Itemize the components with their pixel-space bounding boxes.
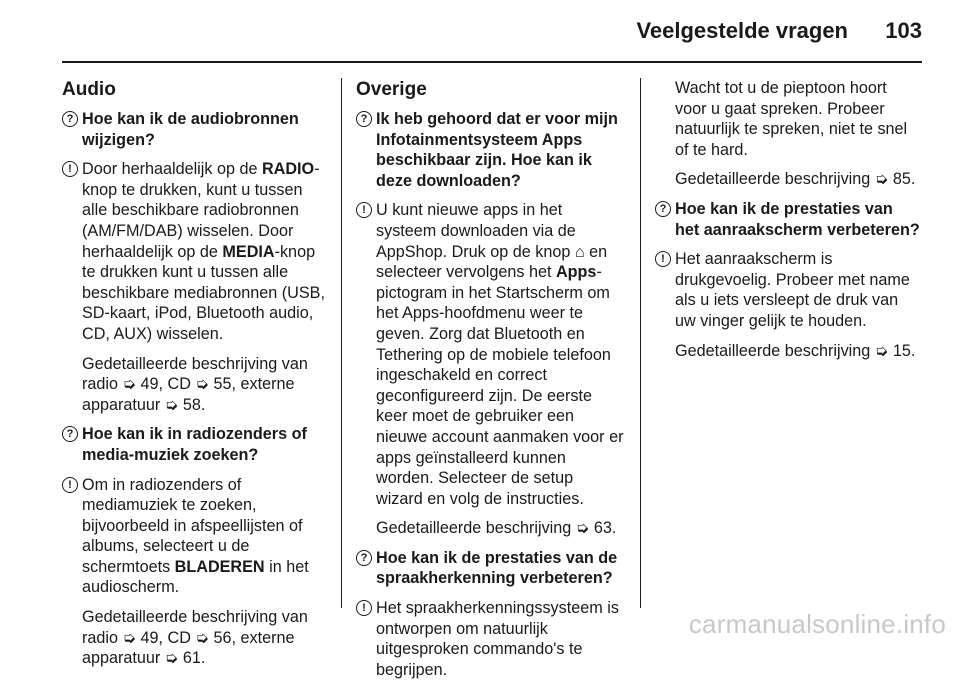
answer-part: Om in radiozenders of mediamuziek te zoeken, bijvoorbeeld in afspeellijsten of albums, selecteert u de schermtoets <box>82 475 303 576</box>
section-title-overige: Overige <box>356 79 427 100</box>
radio-button-label: RADIO <box>261 160 315 179</box>
page-title: Veelgestelde vragen <box>636 18 848 43</box>
detail-reference: Gedetailleerde beschrijving van radio ➭ 49, CD ➭ 56, externe apparatuur ➭ 61. <box>82 608 308 668</box>
question-row <box>62 109 327 150</box>
page-number: 103 <box>885 18 922 43</box>
question-row <box>655 199 921 240</box>
answer-part: -knop te drukken, kunt u tussen alle beschikbare radiobronnen (AM/FM/DAB) wisselen. Door herhaaldelijk op de <box>82 160 320 261</box>
answer-mark-icon: ! <box>655 251 671 267</box>
question-text: Hoe kan ik de audiobronnen wijzigen? <box>82 110 299 149</box>
column-overige <box>356 78 624 689</box>
answer-mark-icon: ! <box>356 202 372 218</box>
header-rule <box>62 61 922 63</box>
watermark: carmanualsonline.info <box>688 609 946 639</box>
detail-reference: Gedetailleerde beschrijving ➭ 63. <box>376 519 617 538</box>
question-mark-icon: ? <box>356 550 372 566</box>
question-mark-icon: ? <box>655 201 671 217</box>
question-text: Ik heb gehoord dat er voor mijn Infotainmentsysteem Apps beschikbaar zijn. Hoe kan ik deze downloaden? <box>376 110 618 190</box>
answer-text <box>82 476 309 597</box>
column-divider <box>640 78 641 608</box>
answer-continuation: Wacht tot u de pieptoon hoort voor u gaat spreken. Probeer natuurlijk te spreken, niet te snel of te hard. <box>675 79 908 159</box>
question-text: Hoe kan ik in radiozenders of media-muziek zoeken? <box>82 425 307 464</box>
section-title-audio: Audio <box>62 79 116 100</box>
answer-part: -knop te drukken kunt u tussen alle beschikbare mediabronnen (USB, SD-kaart, iPod, Bluetooth audio, CD, AUX) wisselen. <box>82 242 325 343</box>
answer-part: Door herhaaldelijk op de <box>82 160 262 179</box>
answer-mark-icon: ! <box>62 477 78 493</box>
bladeren-button-label: BLADEREN <box>174 557 265 576</box>
answer-row <box>62 159 327 344</box>
apps-label: Apps <box>555 263 597 282</box>
answer-text: Het spraakherkenningssysteem is ontworpen om natuurlijk uitgesproken commando's te begrijpen. <box>376 599 619 679</box>
answer-row <box>356 200 624 509</box>
answer-part: U kunt nieuwe apps in het systeem downloaden via de AppShop. Druk op de knop ⌂ en selecteer vervolgens het <box>376 201 608 282</box>
question-row <box>62 424 327 465</box>
question-mark-icon: ? <box>356 111 372 127</box>
detail-reference: Gedetailleerde beschrijving ➭ 85. <box>675 170 916 189</box>
column-divider <box>341 78 342 608</box>
media-button-label: MEDIA <box>222 242 275 261</box>
answer-row <box>655 249 921 331</box>
question-mark-icon: ? <box>62 426 78 442</box>
answer-row <box>62 475 327 599</box>
answer-text <box>376 201 623 507</box>
question-row <box>356 109 624 191</box>
question-mark-icon: ? <box>62 111 78 127</box>
answer-part: -pictogram in het Startscherm om het Apps-hoofdmenu weer te geven. Zorg dat Bluetooth en Tethering op de mobiele telefoon ingeschakeld en correct geconfigureerd zijn. De eerste keer moet de gebruiker een nieuwe account aanmaken voor er apps geïnstalleerd kunnen worden. Selecteer de setup wizard en volg de instructies. <box>376 263 624 508</box>
answer-part: in het audioscherm. <box>82 557 309 597</box>
answer-row <box>356 598 624 680</box>
answer-mark-icon: ! <box>62 161 78 177</box>
page-header <box>0 0 960 62</box>
answer-mark-icon: ! <box>356 600 372 616</box>
question-row <box>356 548 624 589</box>
detail-reference: Gedetailleerde beschrijving van radio ➭ 49, CD ➭ 55, externe apparatuur ➭ 58. <box>82 354 308 414</box>
question-text: Hoe kan ik de prestaties van het aanraakscherm verbeteren? <box>675 199 920 239</box>
column-continued <box>655 78 921 370</box>
question-text: Hoe kan ik de prestaties van de spraakherkenning verbeteren? <box>376 548 618 588</box>
answer-text <box>82 160 325 343</box>
column-audio <box>62 78 327 678</box>
answer-text: Het aanraakscherm is drukgevoelig. Probeer met name als u iets versleept de druk van uw vinger gelijk te houden. <box>675 250 910 330</box>
detail-reference: Gedetailleerde beschrijving ➭ 15. <box>675 341 916 360</box>
